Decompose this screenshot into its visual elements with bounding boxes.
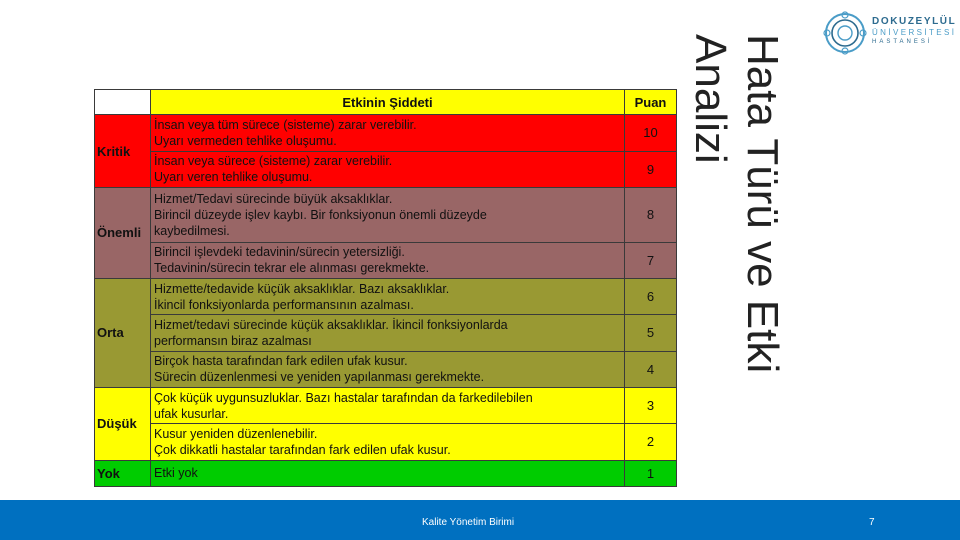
description-line: Kusur yeniden düzenlenebilir.	[154, 426, 318, 441]
table-row	[95, 278, 677, 314]
description-line: Uyarı vermeden tehlike oluşumu.	[154, 133, 337, 148]
slide-title-line2: Analizi	[686, 34, 735, 164]
footer-text: Kalite Yönetim Birimi	[422, 517, 515, 528]
logo-text-line3: HASTANESİ	[872, 39, 933, 45]
logo-text-line2: ÜNİVERSİTESİ	[872, 28, 957, 37]
page-number: 7	[869, 517, 875, 528]
row-description	[151, 278, 625, 314]
row-description	[151, 424, 625, 460]
row-score: 6	[625, 278, 677, 314]
row-score: 4	[625, 351, 677, 387]
header-score: Puan	[625, 90, 677, 115]
slide-title-line1: Hata Türü ve Etki	[738, 34, 787, 374]
table-row	[95, 187, 677, 242]
table-row	[95, 242, 677, 278]
table-row	[95, 151, 677, 187]
logo-emblem-icon	[822, 10, 868, 56]
row-score: 5	[625, 315, 677, 351]
row-score: 2	[625, 424, 677, 460]
description-line: Etki yok	[154, 466, 198, 481]
row-description	[151, 242, 625, 278]
category-dusuk: Düşük	[95, 387, 151, 460]
category-kritik: Kritik	[95, 115, 151, 188]
description-line: Tedavinin/sürecin tekrar ele alınması gerekmekte.	[154, 261, 430, 276]
table-corner-cell	[95, 90, 151, 115]
university-logo	[822, 10, 957, 56]
table-row	[95, 424, 677, 460]
row-description	[151, 387, 625, 423]
description-line: İnsan veya tüm sürece (sisteme) zarar verebilir.	[154, 117, 417, 132]
row-score: 7	[625, 242, 677, 278]
table-row	[95, 351, 677, 387]
description-line: ufak kusurlar.	[154, 406, 229, 421]
table-header-row	[95, 90, 677, 115]
description-line: Birincil işlevdeki tedavinin/sürecin yetersizliği.	[154, 245, 405, 260]
category-yok: Yok	[95, 460, 151, 486]
slide-title	[676, 34, 788, 374]
table-row	[95, 315, 677, 351]
description-line: Çok dikkatli hastalar tarafından fark edilen ufak kusur.	[154, 442, 451, 457]
row-description	[151, 115, 625, 151]
row-score: 10	[625, 115, 677, 151]
row-score: 3	[625, 387, 677, 423]
description-line: performansın biraz azalması	[154, 333, 312, 348]
description-line: Birincil düzeyde işlev kaybı. Bir fonksiyonun önemli düzeyde	[154, 207, 487, 222]
header-severity: Etkinin Şiddeti	[151, 90, 625, 115]
description-line: Çok küçük uygunsuzluklar. Bazı hastalar tarafından da farkedilebilen	[154, 390, 533, 405]
severity-table	[94, 89, 677, 487]
description-line: İnsan veya sürece (sisteme) zarar verebilir.	[154, 154, 393, 169]
category-orta: Orta	[95, 278, 151, 387]
row-description	[151, 351, 625, 387]
description-line: İkincil fonksiyonlarda performansının azalması.	[154, 297, 414, 312]
row-score: 1	[625, 460, 677, 486]
logo-text-line1: DOKUZEYLÜL	[872, 16, 957, 27]
description-line: Hizmet/tedavi sürecinde küçük aksaklıklar. İkincil fonksiyonlarda	[154, 317, 508, 332]
row-score: 8	[625, 187, 677, 242]
description-line: Birçok hasta tarafından fark edilen ufak kusur.	[154, 354, 408, 369]
table-row	[95, 387, 677, 423]
row-score: 9	[625, 151, 677, 187]
table-row	[95, 115, 677, 151]
description-line: Uyarı veren tehlike oluşumu.	[154, 170, 313, 185]
description-line: Hizmet/Tedavi sürecinde büyük aksaklıklar.	[154, 191, 393, 206]
description-line: Hizmette/tedavide küçük aksaklıklar. Bazı aksaklıklar.	[154, 281, 450, 296]
row-description	[151, 315, 625, 351]
footer-bar	[0, 500, 960, 540]
row-description	[151, 460, 625, 486]
table-row	[95, 460, 677, 486]
row-description	[151, 187, 625, 242]
category-onemli: Önemli	[95, 187, 151, 278]
row-description	[151, 151, 625, 187]
description-line: Sürecin düzenlenmesi ve yeniden yapılanması gerekmekte.	[154, 370, 485, 385]
description-line: kaybedilmesi.	[154, 223, 230, 238]
